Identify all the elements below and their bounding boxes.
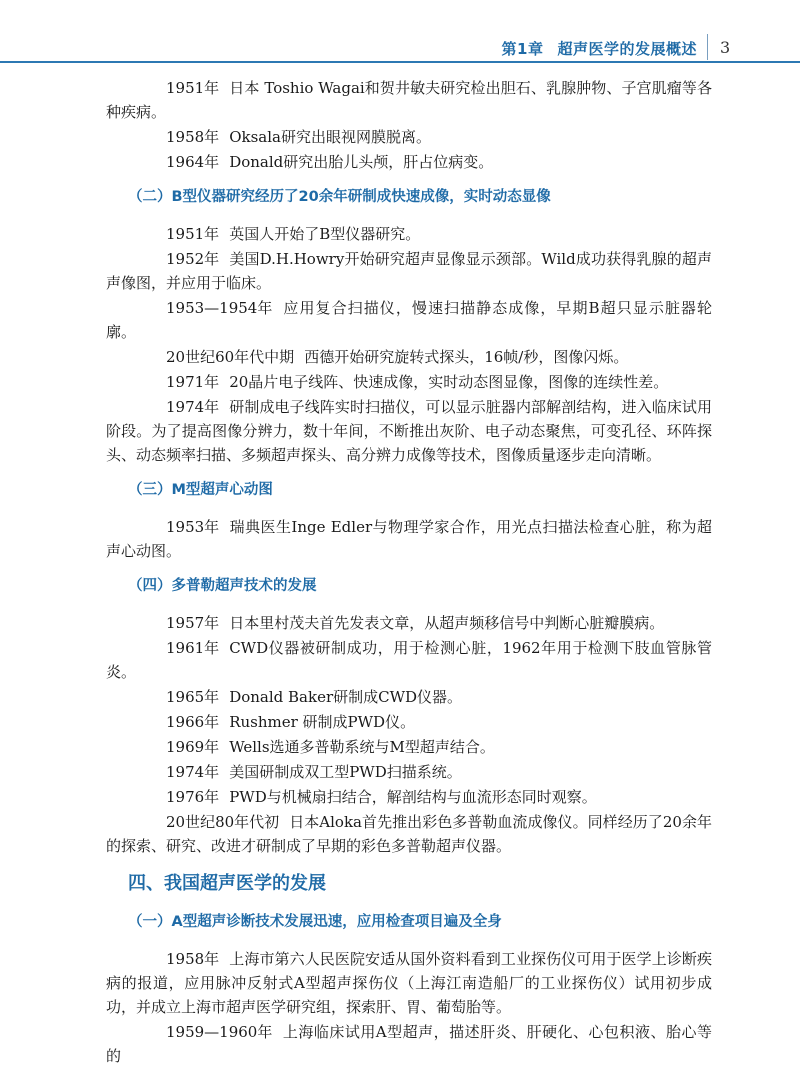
timeline-entry (106, 125, 712, 149)
entry-text: Donald研究出胎儿头颅，肝占位病变。 (229, 153, 494, 171)
entry-text: 应用复合扫描仪，慢速扫描静态成像，早期B超只显示脏器轮廓。 (106, 299, 712, 341)
timeline-entry (106, 247, 712, 295)
timeline-entry (106, 370, 712, 394)
entry-year: 20世纪80年代初 (166, 813, 280, 831)
entry-text: 日本 Toshio Wagai和贺井敏夫研究检出胆石、乳腺肿物、子宫肌瘤等各种疾病。 (106, 79, 712, 121)
timeline-entry (106, 636, 712, 684)
entry-year: 1969年 (166, 738, 220, 756)
section-heading: 四、我国超声医学的发展 (128, 873, 326, 894)
entry-text: 西德开始研究旋转式探头，16帧/秒，图像闪烁。 (304, 348, 629, 366)
entry-year: 1965年 (166, 688, 220, 706)
entry-year: 1964年 (166, 153, 220, 171)
header-separator (707, 34, 708, 60)
timeline-entry (106, 76, 712, 124)
entry-year: 1976年 (166, 788, 220, 806)
entry-text: 研制成电子线阵实时扫描仪，可以显示脏器内部解剖结构，进入临床试用阶段。为了提高图像分辨力，数十年间，不断推出灰阶、电子动态聚焦，可变孔径、环阵探头、动态频率扫描、多频超声探头、高分辨力成像等技术，图像质量逐步走向清晰。 (106, 398, 712, 464)
subsection-heading: （三）M型超声心动图 (128, 482, 273, 498)
entry-year: 1953年 (166, 518, 220, 536)
entry-text: CWD仪器被研制成功，用于检测心脏，1962年用于检测下肢血管脉管炎。 (106, 639, 712, 681)
subsection-heading: （二）B型仪器研究经历了20余年研制成快速成像，实时动态显像 (128, 189, 551, 205)
entry-year: 1953—1954年 (166, 299, 273, 317)
entry-year: 1971年 (166, 373, 220, 391)
entry-text: 日本里村茂夫首先发表文章，从超声频移信号中判断心脏瓣膜病。 (229, 614, 665, 632)
timeline-entry (106, 1020, 712, 1068)
page-header (0, 0, 800, 62)
entry-text: 美国研制成双工型PWD扫描系统。 (229, 763, 462, 781)
entry-text: Donald Baker研制成CWD仪器。 (229, 688, 463, 706)
entry-year: 1951年 (166, 79, 220, 97)
timeline-entry (106, 222, 712, 246)
timeline-entry (106, 710, 712, 734)
entry-text: 上海市第六人民医院安适从国外资料看到工业探伤仪可用于医学上诊断疾病的报道，应用脉冲反射式A型超声探伤仪（上海江南造船厂的工业探伤仪）试用初步成功，并成立上海市超声医学研究组，探索肝、胃、葡萄胎等。 (106, 950, 712, 1016)
timeline-entry (106, 810, 712, 858)
running-title (502, 38, 697, 59)
entry-year: 1961年 (166, 639, 220, 657)
subsection-heading: （四）多普勒超声技术的发展 (128, 578, 317, 594)
entry-year: 1958年 (166, 128, 220, 146)
entry-text: 上海临床试用A型超声，描述肝炎、肝硬化、心包积液、胎心等的 (106, 1023, 712, 1065)
entry-year: 1958年 (166, 950, 220, 968)
entry-text: 英国人开始了B型仪器研究。 (229, 225, 421, 243)
timeline-entry (106, 150, 712, 174)
chapter-title: 超声医学的发展概述 (557, 40, 697, 58)
chapter-number: 第1章 (501, 40, 544, 58)
entry-text: 美国D.H.Howry开始研究超声显像显示颈部。Wild成功获得乳腺的超声声像图，并应用于临床。 (106, 250, 712, 292)
timeline-entry (106, 760, 712, 784)
timeline-entry (106, 947, 712, 1019)
entry-text: Oksala研究出眼视网膜脱离。 (229, 128, 431, 146)
entry-year: 1951年 (166, 225, 220, 243)
entry-year: 1959—1960年 (166, 1023, 273, 1041)
timeline-entry (106, 515, 712, 563)
entry-text: 瑞典医生Inge Edler与物理学家合作，用光点扫描法检查心脏，称为超声心动图。 (106, 518, 712, 560)
timeline-entry (106, 685, 712, 709)
timeline-entry (106, 345, 712, 369)
entry-year: 1974年 (166, 398, 220, 416)
timeline-entry (106, 785, 712, 809)
timeline-entry (106, 735, 712, 759)
header-rule (0, 61, 800, 63)
entry-year: 1966年 (166, 713, 220, 731)
entry-text: Wells选通多普勒系统与M型超声结合。 (229, 738, 495, 756)
entry-year: 1952年 (166, 250, 220, 268)
timeline-entry (106, 395, 712, 467)
entry-text: PWD与机械扇扫结合，解剖结构与血流形态同时观察。 (229, 788, 597, 806)
timeline-entry (106, 611, 712, 635)
entry-text: Rushmer 研制成PWD仪。 (229, 713, 416, 731)
entry-text: 日本Aloka首先推出彩色多普勒血流成像仪。同样经历了20余年的探索、研究、改进才研制成了早期的彩色多普勒超声仪器。 (106, 813, 712, 855)
entry-year: 1974年 (166, 763, 220, 781)
timeline-entry (106, 296, 712, 344)
subsection-heading: （一）A型超声诊断技术发展迅速，应用检查项目遍及全身 (128, 914, 502, 930)
entry-text: 20晶片电子线阵、快速成像，实时动态图显像，图像的连续性差。 (229, 373, 669, 391)
entry-year: 1957年 (166, 614, 220, 632)
entry-year: 20世纪60年代中期 (166, 348, 295, 366)
page-body (106, 76, 712, 1069)
page-number: 3 (720, 38, 731, 57)
